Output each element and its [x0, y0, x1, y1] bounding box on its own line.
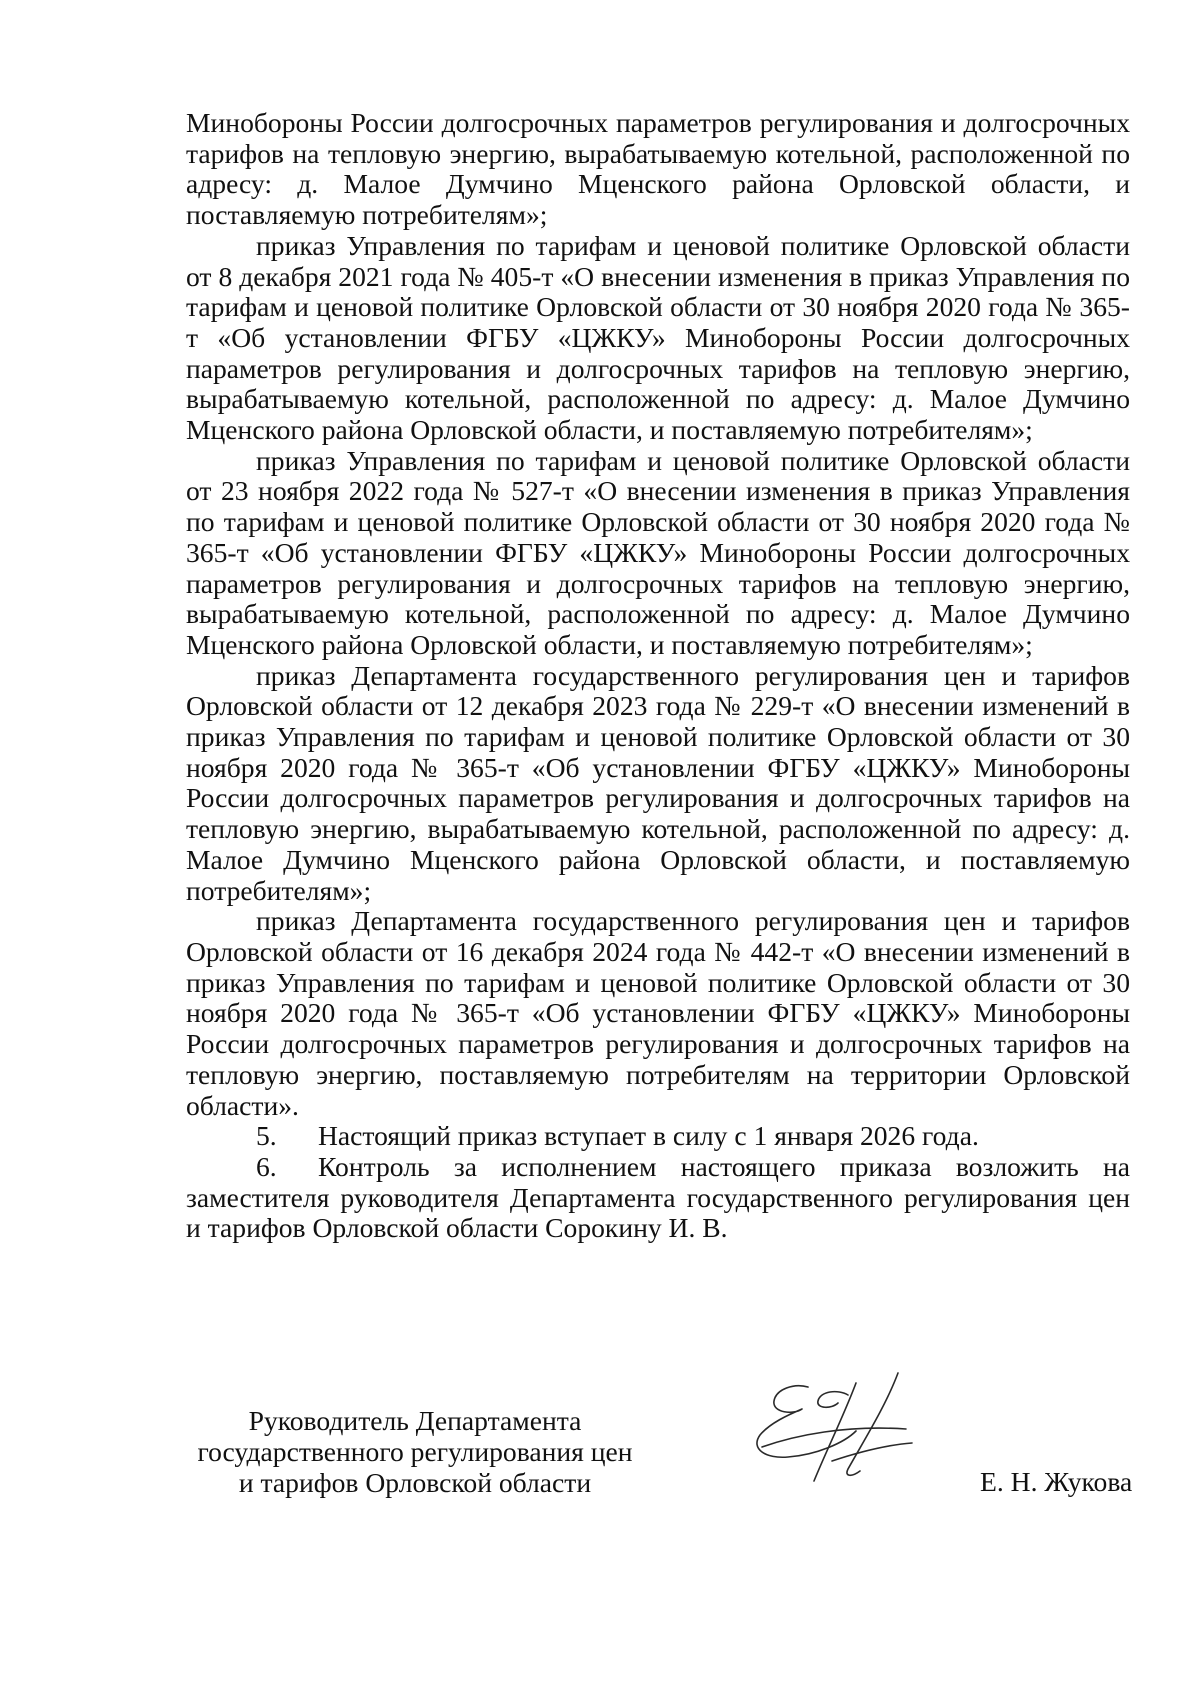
- item-number: 6.: [256, 1150, 277, 1182]
- signatory-position: [180, 1405, 650, 1498]
- paragraph-order-2023: приказ Департамента государственного регулирования цен и тарифов Орловской области от 12 декабря 2023 года № 229-т «О внесении изменений в приказ Управления по тарифам и ценовой политике Орловской области от 30 ноября 2020 года № 365-т «Об установлении ФГБУ «ЦЖКУ» Минобороны России долгосрочных параметров регулирования и долгосрочных тарифов на тепловую энергию, вырабатываемую котельной, расположенной по адресу: д. Малое Думчино Мценского района Орловской области, и поставляемую потребителям»;: [186, 659, 1130, 906]
- paragraph-order-2022: приказ Управления по тарифам и ценовой политике Орловской области от 23 ноября 2022 года № 527-т «О внесении изменения в приказ Управления по тарифам и ценовой политике Орловской области от 30 ноября 2020 года № 365-т «Об установлении ФГБУ «ЦЖКУ» Минобороны России долгосрочных параметров регулирования и долгосрочных тарифов на тепловую энергию, вырабатываемую котельной, расположенной по адресу: д. Малое Думчино Мценского района Орловской области, и поставляемую потребителям»;: [186, 444, 1130, 660]
- item-text: Настоящий приказ вступает в силу с 1 января 2026 года.: [318, 1120, 979, 1152]
- numbered-item-5: [186, 1121, 1130, 1152]
- position-line: Руководитель Департамента: [248, 1405, 582, 1436]
- position-line: и тарифов Орловской области: [238, 1467, 592, 1498]
- document-body: [186, 108, 1130, 1244]
- item-text: Контроль за исполнением настоящего приказа возложить на заместителя руководителя Департамента государственного регулирования цен и тарифов Орловской области Сорокину И. В.: [186, 1150, 1130, 1244]
- position-line: государственного регулирования цен: [197, 1436, 633, 1467]
- item-number: 5.: [256, 1120, 277, 1152]
- paragraph-order-2024: приказ Департамента государственного регулирования цен и тарифов Орловской области от 16 декабря 2024 года № 442-т «О внесении изменений в приказ Управления по тарифам и ценовой политике Орловской области от 30 ноября 2020 года № 365-т «Об установлении ФГБУ «ЦЖКУ» Минобороны России долгосрочных параметров регулирования и долгосрочных тарифов на тепловую энергию, поставляемую потребителям на территории Орловской области».: [186, 905, 1130, 1121]
- numbered-item-6: [186, 1152, 1130, 1244]
- paragraph-continuation: Минобороны России долгосрочных параметров регулирования и долгосрочных тарифов на тепловую энергию, вырабатываемую котельной, расположенной по адресу: д. Малое Думчино Мценского района Орловской области, и поставляемую потребителям»;: [186, 107, 1130, 231]
- signer-name: Е. Н. Жукова: [980, 1466, 1133, 1497]
- handwritten-signature: [736, 1365, 936, 1497]
- paragraph-order-2021: приказ Управления по тарифам и ценовой политике Орловской области от 8 декабря 2021 года № 405-т «О внесении изменения в приказ Управления по тарифам и ценовой политике Орловской области от 30 ноября 2020 года № 365-т «Об установлении ФГБУ «ЦЖКУ» Минобороны России долгосрочных параметров регулирования и долгосрочных тарифов на тепловую энергию, вырабатываемую котельной, расположенной по адресу: д. Малое Думчино Мценского района Орловской области, и поставляемую потребителям»;: [186, 229, 1130, 446]
